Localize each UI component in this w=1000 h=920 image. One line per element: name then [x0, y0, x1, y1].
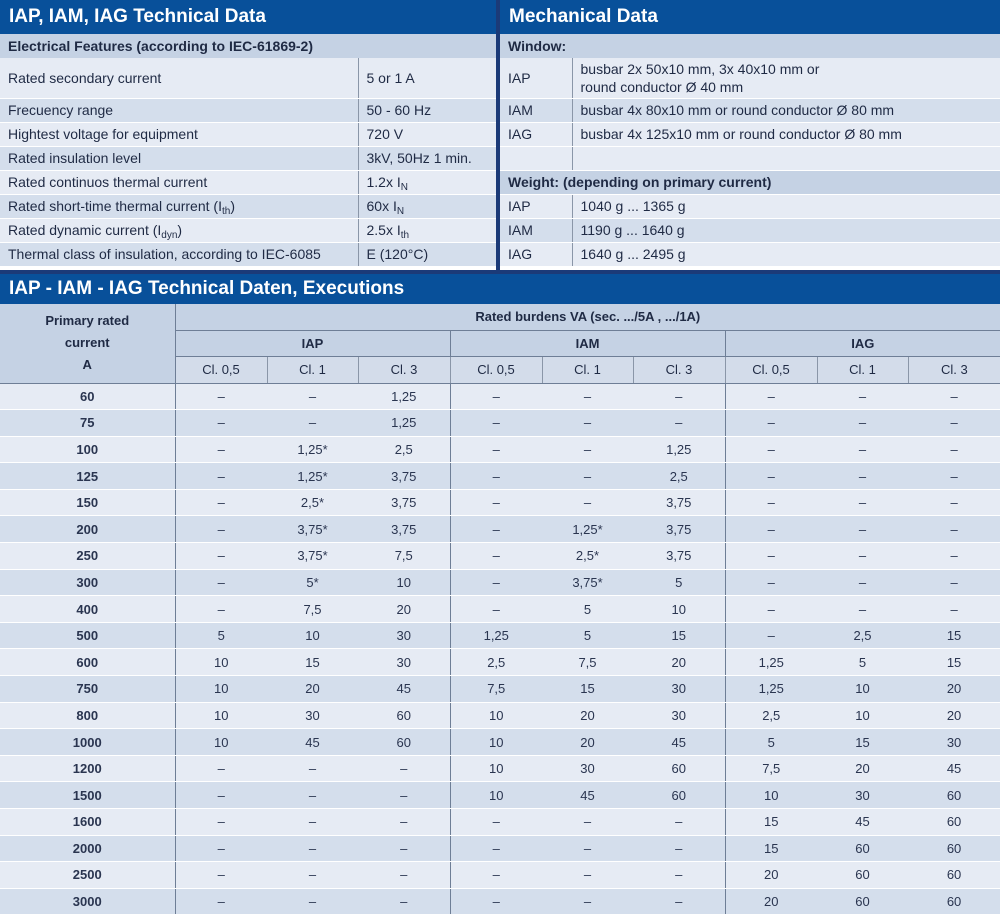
burden-cell: – — [175, 596, 267, 623]
group-header-iam: IAM — [450, 330, 725, 356]
burden-cell: 30 — [817, 782, 908, 809]
burden-cell: 20 — [358, 596, 450, 623]
burden-cell: 3,75 — [358, 463, 450, 490]
burden-cell: 20 — [633, 649, 725, 676]
burden-cell: 60 — [908, 782, 1000, 809]
burden-cell: – — [175, 383, 267, 410]
class-header: Cl. 3 — [633, 356, 725, 383]
primary-current-cell: 125 — [0, 463, 175, 490]
burden-cell: 20 — [725, 862, 817, 889]
burden-cell: 10 — [267, 622, 358, 649]
class-header: Cl. 3 — [908, 356, 1000, 383]
burden-cell: 60 — [908, 809, 1000, 836]
window-row — [500, 122, 1000, 146]
burden-cell: – — [450, 436, 542, 463]
burden-cell: – — [175, 755, 267, 782]
burden-cell: 30 — [633, 676, 725, 703]
burden-cell: – — [725, 516, 817, 543]
weight-model: IAG — [500, 242, 572, 266]
burden-cell: – — [450, 383, 542, 410]
mechanical-data-title: Mechanical Data — [500, 0, 1000, 34]
spec-label: Thermal class of insulation, according to IEC-6085 — [0, 242, 358, 266]
burden-cell: 7,5 — [542, 649, 633, 676]
burden-cell: – — [817, 516, 908, 543]
burden-cell: – — [175, 543, 267, 570]
burden-cell: – — [633, 410, 725, 437]
executions-body — [0, 383, 1000, 915]
burden-cell: 10 — [450, 755, 542, 782]
burden-cell: 3,75 — [358, 516, 450, 543]
burden-cell: 1,25 — [633, 436, 725, 463]
burden-cell: 45 — [267, 729, 358, 756]
executions-title: IAP - IAM - IAG Technical Daten, Executions — [0, 274, 1000, 304]
burden-cell: – — [175, 809, 267, 836]
burden-cell: 60 — [633, 782, 725, 809]
spec-value: 2.5x $I_{th}$ — [358, 218, 496, 242]
primary-current-cell: 75 — [0, 410, 175, 437]
table-row — [0, 489, 1000, 516]
burden-cell: – — [633, 862, 725, 889]
burden-cell: – — [450, 809, 542, 836]
burden-cell: 20 — [817, 755, 908, 782]
burden-cell: 45 — [817, 809, 908, 836]
spec-row — [0, 218, 496, 242]
burden-cell: – — [725, 596, 817, 623]
burden-cell: – — [358, 835, 450, 862]
burden-cell: 10 — [725, 782, 817, 809]
burden-cell: – — [725, 543, 817, 570]
burden-cell: 20 — [267, 676, 358, 703]
table-row — [0, 596, 1000, 623]
table-row — [0, 862, 1000, 889]
spec-row — [0, 58, 496, 98]
burden-cell: 5 — [817, 649, 908, 676]
spec-row — [0, 242, 496, 266]
burden-cell: – — [908, 436, 1000, 463]
burden-cell: – — [725, 383, 817, 410]
burden-cell: – — [175, 516, 267, 543]
burden-cell: – — [267, 410, 358, 437]
group-header-iap: IAP — [175, 330, 450, 356]
spec-value: E (120°C) — [358, 242, 496, 266]
burden-cell: – — [450, 410, 542, 437]
weight-value: 1040 g ... 1365 g — [572, 194, 1000, 218]
primary-current-cell: 1200 — [0, 755, 175, 782]
burden-cell: 10 — [633, 596, 725, 623]
spec-value: 50 - 60 Hz — [358, 98, 496, 122]
class-header: Cl. 0,5 — [175, 356, 267, 383]
primary-current-cell: 750 — [0, 676, 175, 703]
window-row — [500, 98, 1000, 122]
burden-cell: 60 — [908, 888, 1000, 915]
spec-row — [0, 122, 496, 146]
window-model: IAM — [500, 98, 572, 122]
primary-current-cell: 2000 — [0, 835, 175, 862]
class-header: Cl. 1 — [817, 356, 908, 383]
burden-cell: 20 — [725, 888, 817, 915]
burden-cell: – — [450, 888, 542, 915]
primary-current-cell: 1600 — [0, 809, 175, 836]
burden-cell: – — [267, 888, 358, 915]
table-row — [0, 702, 1000, 729]
spec-label: Rated continuos thermal current — [0, 170, 358, 194]
primary-current-cell: 150 — [0, 489, 175, 516]
burden-cell: 3,75 — [633, 543, 725, 570]
burden-cell: – — [358, 782, 450, 809]
table-row — [0, 649, 1000, 676]
burden-cell: – — [450, 569, 542, 596]
table-row — [0, 516, 1000, 543]
burden-cell: – — [908, 489, 1000, 516]
burden-cell: – — [542, 835, 633, 862]
burden-cell: – — [633, 888, 725, 915]
burden-cell: – — [450, 543, 542, 570]
burden-cell: 10 — [450, 702, 542, 729]
burden-cell: 30 — [267, 702, 358, 729]
burden-cell: – — [908, 543, 1000, 570]
burden-cell: 5 — [175, 622, 267, 649]
table-row — [0, 782, 1000, 809]
burden-cell: 60 — [908, 862, 1000, 889]
burden-cell: 1,25 — [725, 676, 817, 703]
burden-cell: 3,75 — [633, 516, 725, 543]
burden-cell: 3,75* — [542, 569, 633, 596]
burden-cell: – — [542, 463, 633, 490]
spec-value: 1.2x $I_N$ — [358, 170, 496, 194]
burden-cell: 60 — [817, 862, 908, 889]
weight-value: 1190 g ... 1640 g — [572, 218, 1000, 242]
primary-current-cell: 100 — [0, 436, 175, 463]
primary-current-cell: 250 — [0, 543, 175, 570]
burden-cell: 10 — [817, 676, 908, 703]
burden-cell: 3,75 — [358, 489, 450, 516]
burden-cell: 15 — [542, 676, 633, 703]
spec-label: Rated insulation level — [0, 146, 358, 170]
burden-cell: 10 — [817, 702, 908, 729]
weight-row — [500, 218, 1000, 242]
burden-cell: – — [267, 755, 358, 782]
window-row — [500, 58, 1000, 98]
burden-cell: – — [817, 463, 908, 490]
burden-cell: – — [725, 622, 817, 649]
table-row — [0, 383, 1000, 410]
burden-cell: 10 — [450, 782, 542, 809]
primary-current-cell: 500 — [0, 622, 175, 649]
class-header: Cl. 0,5 — [725, 356, 817, 383]
weight-heading-row — [500, 170, 1000, 194]
burden-cell: 10 — [450, 729, 542, 756]
burden-cell: 7,5 — [267, 596, 358, 623]
burden-cell: – — [908, 410, 1000, 437]
burden-cell: 15 — [908, 622, 1000, 649]
burden-cell: 60 — [817, 888, 908, 915]
primary-current-cell: 800 — [0, 702, 175, 729]
blank-row — [500, 146, 1000, 170]
weight-row — [500, 242, 1000, 266]
burden-cell: – — [175, 489, 267, 516]
burden-cell: – — [817, 596, 908, 623]
burden-cell: 10 — [358, 569, 450, 596]
burden-cell: – — [267, 782, 358, 809]
burden-cell: 2,5 — [358, 436, 450, 463]
burden-cell: 30 — [542, 755, 633, 782]
primary-current-header: Primary rated current A — [0, 304, 175, 383]
class-header: Cl. 3 — [358, 356, 450, 383]
burden-cell: – — [725, 489, 817, 516]
window-model: IAP — [500, 58, 572, 98]
spec-row — [0, 194, 496, 218]
burden-cell: – — [358, 862, 450, 889]
burden-cell: 5 — [725, 729, 817, 756]
table-row — [0, 888, 1000, 915]
burden-cell: – — [450, 862, 542, 889]
class-header: Cl. 0,5 — [450, 356, 542, 383]
burden-cell: 5* — [267, 569, 358, 596]
burden-cell: 60 — [817, 835, 908, 862]
technical-data-title: IAP, IAM, IAG Technical Data — [0, 0, 496, 34]
burden-cell: 10 — [175, 676, 267, 703]
electrical-features-table — [0, 58, 496, 267]
burden-cell: 15 — [908, 649, 1000, 676]
burden-cell: – — [633, 383, 725, 410]
spec-value: 60x $I_N$ — [358, 194, 496, 218]
weight-model: IAM — [500, 218, 572, 242]
rated-burdens-header: Rated burdens VA (sec. .../5A , .../1A) — [175, 304, 1000, 330]
burden-cell: 15 — [817, 729, 908, 756]
burden-cell: 7,5 — [358, 543, 450, 570]
table-row — [0, 835, 1000, 862]
burden-cell: 1,25 — [725, 649, 817, 676]
burden-cell: 2,5* — [267, 489, 358, 516]
burden-cell: – — [450, 463, 542, 490]
weight-heading: Weight: (depending on primary current) — [500, 170, 1000, 194]
burden-cell: 3,75 — [633, 489, 725, 516]
burden-cell: – — [817, 489, 908, 516]
burden-cell: 1,25* — [267, 463, 358, 490]
primary-current-cell: 3000 — [0, 888, 175, 915]
burden-cell: 1,25 — [358, 410, 450, 437]
spec-value: 720 V — [358, 122, 496, 146]
burden-cell: 2,5 — [817, 622, 908, 649]
burden-cell: – — [908, 596, 1000, 623]
burden-cell: 20 — [908, 676, 1000, 703]
burden-cell: 15 — [267, 649, 358, 676]
table-row — [0, 543, 1000, 570]
burden-cell: 45 — [908, 755, 1000, 782]
window-model: IAG — [500, 122, 572, 146]
window-spec: busbar 2x 50x10 mm, 3x 40x10 mm or round conductor Ø 40 mm — [572, 58, 1000, 98]
table-row — [0, 436, 1000, 463]
weight-value: 1640 g ... 2495 g — [572, 242, 1000, 266]
table-row — [0, 809, 1000, 836]
burden-cell: – — [450, 596, 542, 623]
burden-cell: 60 — [633, 755, 725, 782]
burden-cell: 5 — [633, 569, 725, 596]
primary-current-cell: 1500 — [0, 782, 175, 809]
class-header: Cl. 1 — [542, 356, 633, 383]
burden-cell: – — [908, 463, 1000, 490]
burden-cell: – — [633, 835, 725, 862]
burden-cell: – — [175, 862, 267, 889]
burden-cell: 20 — [908, 702, 1000, 729]
executions-table — [0, 304, 1000, 915]
burden-cell: – — [908, 383, 1000, 410]
table-row — [0, 569, 1000, 596]
burden-cell: – — [267, 383, 358, 410]
burden-cell: – — [908, 516, 1000, 543]
technical-data-panel — [0, 0, 496, 270]
burden-cell: – — [725, 569, 817, 596]
burden-cell: – — [542, 383, 633, 410]
burden-cell: 60 — [358, 729, 450, 756]
burden-cell: – — [542, 862, 633, 889]
primary-current-cell: 2500 — [0, 862, 175, 889]
spec-row — [0, 170, 496, 194]
spec-row — [0, 146, 496, 170]
burden-cell: – — [725, 436, 817, 463]
burden-cell: – — [817, 436, 908, 463]
burden-cell: – — [450, 516, 542, 543]
spec-label: Rated secondary current — [0, 58, 358, 98]
burden-cell: – — [358, 809, 450, 836]
burden-cell: 15 — [633, 622, 725, 649]
burden-cell: 10 — [175, 649, 267, 676]
burden-cell: – — [633, 809, 725, 836]
primary-current-cell: 400 — [0, 596, 175, 623]
burden-cell: – — [175, 888, 267, 915]
spec-label: Rated dynamic current $(I_{dyn})$ — [0, 218, 358, 242]
burden-cell: 15 — [725, 835, 817, 862]
burden-cell: 10 — [175, 702, 267, 729]
burden-cell: – — [175, 436, 267, 463]
burden-cell: 20 — [542, 729, 633, 756]
burden-cell: – — [817, 569, 908, 596]
group-header-iag: IAG — [725, 330, 1000, 356]
primary-current-cell: 200 — [0, 516, 175, 543]
window-heading: Window: — [500, 34, 1000, 58]
burden-cell: 7,5 — [725, 755, 817, 782]
burden-cell: – — [175, 782, 267, 809]
burden-cell: 7,5 — [450, 676, 542, 703]
burden-cell: 20 — [542, 702, 633, 729]
burden-cell: 3,75* — [267, 516, 358, 543]
primary-current-cell: 600 — [0, 649, 175, 676]
burden-cell: – — [358, 755, 450, 782]
burden-cell: – — [542, 489, 633, 516]
burden-cell: – — [175, 410, 267, 437]
spec-value: 5 or 1 A — [358, 58, 496, 98]
burden-cell: – — [542, 410, 633, 437]
electrical-features-heading: Electrical Features (according to IEC-61869-2) — [0, 34, 496, 58]
burden-cell: 15 — [725, 809, 817, 836]
burden-cell: – — [267, 835, 358, 862]
burden-cell: – — [358, 888, 450, 915]
burden-cell: – — [450, 835, 542, 862]
burden-cell: 2,5 — [450, 649, 542, 676]
window-spec: busbar 4x 80x10 mm or round conductor Ø 80 mm — [572, 98, 1000, 122]
burden-cell: 30 — [358, 649, 450, 676]
burden-cell: 2,5 — [725, 702, 817, 729]
burden-cell: – — [450, 489, 542, 516]
primary-current-cell: 300 — [0, 569, 175, 596]
burden-cell: – — [542, 809, 633, 836]
burden-cell: 3,75* — [267, 543, 358, 570]
burden-cell: 5 — [542, 596, 633, 623]
burden-cell: 60 — [358, 702, 450, 729]
burden-cell: 30 — [633, 702, 725, 729]
spec-value: 3kV, 50Hz 1 min. — [358, 146, 496, 170]
table-row — [0, 622, 1000, 649]
primary-current-cell: 60 — [0, 383, 175, 410]
burden-cell: – — [175, 835, 267, 862]
burden-cell: – — [817, 543, 908, 570]
mechanical-data-table — [500, 58, 1000, 267]
burden-cell: – — [817, 383, 908, 410]
primary-current-cell: 1000 — [0, 729, 175, 756]
burden-cell: 1,25 — [358, 383, 450, 410]
burden-cell: – — [908, 569, 1000, 596]
burden-cell: 45 — [358, 676, 450, 703]
table-row — [0, 410, 1000, 437]
burden-cell: – — [175, 569, 267, 596]
table-row — [0, 463, 1000, 490]
burden-cell: – — [725, 463, 817, 490]
window-spec: busbar 4x 125x10 mm or round conductor Ø 80 mm — [572, 122, 1000, 146]
burden-cell: 1,25* — [267, 436, 358, 463]
top-section — [0, 0, 1000, 270]
burden-cell: 10 — [175, 729, 267, 756]
burden-cell: – — [267, 862, 358, 889]
burden-cell: 60 — [908, 835, 1000, 862]
burden-cell: – — [542, 888, 633, 915]
table-row — [0, 729, 1000, 756]
burden-cell: – — [267, 809, 358, 836]
burden-cell: 1,25* — [542, 516, 633, 543]
burden-cell: 2,5* — [542, 543, 633, 570]
mechanical-data-panel — [500, 0, 1000, 270]
spec-label: Hightest voltage for equipment — [0, 122, 358, 146]
burden-cell: 30 — [908, 729, 1000, 756]
burden-cell: 30 — [358, 622, 450, 649]
burden-cell: 5 — [542, 622, 633, 649]
class-header: Cl. 1 — [267, 356, 358, 383]
table-row — [0, 676, 1000, 703]
burden-cell: – — [817, 410, 908, 437]
spec-row — [0, 98, 496, 122]
burden-cell: – — [725, 410, 817, 437]
weight-model: IAP — [500, 194, 572, 218]
weight-row — [500, 194, 1000, 218]
burden-cell: 45 — [542, 782, 633, 809]
burden-cell: 1,25 — [450, 622, 542, 649]
spec-label: Frecuency range — [0, 98, 358, 122]
burden-cell: 2,5 — [633, 463, 725, 490]
burden-cell: 45 — [633, 729, 725, 756]
table-row — [0, 755, 1000, 782]
spec-label: Rated short-time thermal current $(I_{th})$ — [0, 194, 358, 218]
burden-cell: – — [175, 463, 267, 490]
burden-cell: – — [542, 436, 633, 463]
